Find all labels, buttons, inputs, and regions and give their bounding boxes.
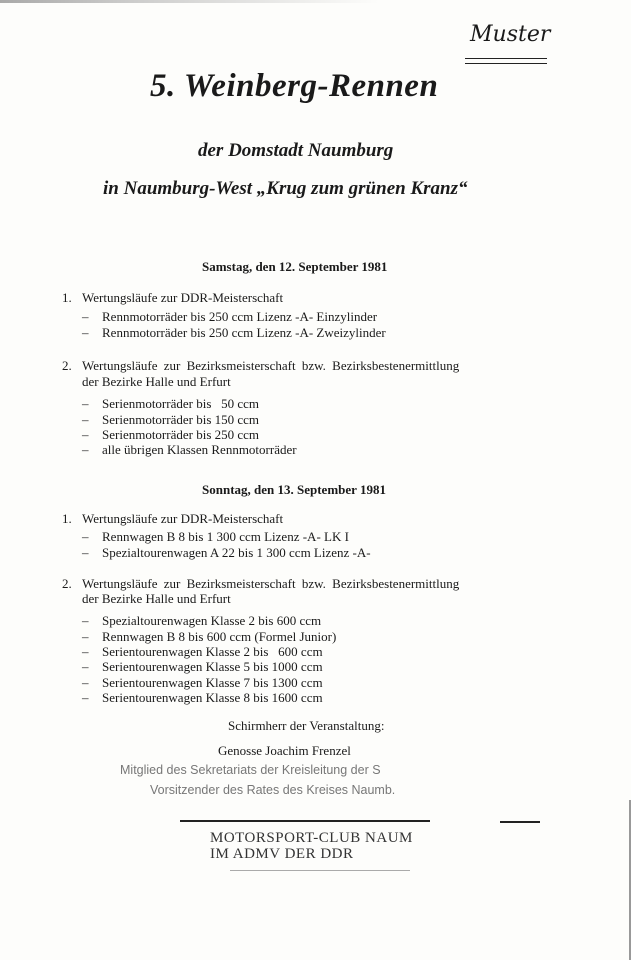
patron-role: Mitglied des Sekretariats der Kreisleitung der S bbox=[120, 763, 381, 777]
section-title-continued: der Bezirke Halle und Erfurt bbox=[82, 591, 231, 606]
list-dash: – bbox=[82, 545, 89, 560]
list-dash: – bbox=[82, 629, 89, 644]
patron-name: Genosse Joachim Frenzel bbox=[218, 743, 351, 758]
subtitle-location: in Naumburg-West „Krug zum grünen Kranz“ bbox=[103, 178, 468, 199]
section-title-continued: der Bezirke Halle und Erfurt bbox=[82, 374, 231, 389]
section-title: Wertungsläufe zur Bezirksmeisterschaft bzw. Bezirksbestenermittlung bbox=[82, 576, 460, 591]
list-item: Rennwagen B 8 bis 1 300 ccm Lizenz -A- LK I bbox=[102, 529, 349, 544]
list-dash: – bbox=[82, 675, 89, 690]
list-item: Serienmotorräder bis 250 ccm bbox=[102, 427, 260, 442]
document-title: 5. Weinberg-Rennen bbox=[150, 68, 439, 104]
divider bbox=[230, 870, 410, 871]
list-item: Rennwagen B 8 bis 600 ccm (Formel Junior) bbox=[102, 629, 337, 644]
list-dash: – bbox=[82, 412, 89, 427]
patron-role: Vorsitzender des Rates des Kreises Naumb. bbox=[150, 783, 396, 797]
list-item: Spezialtourenwagen A 22 bis 1 300 ccm Lizenz -A- bbox=[102, 545, 371, 560]
list-dash: – bbox=[82, 529, 89, 544]
section-number: 2. bbox=[62, 358, 72, 373]
list-dash: – bbox=[82, 613, 89, 628]
scan-edge bbox=[0, 0, 631, 3]
section-number: 1. bbox=[62, 511, 72, 526]
list-dash: – bbox=[82, 442, 89, 457]
day-heading: Sonntag, den 13. September 1981 bbox=[202, 482, 386, 497]
section-number: 1. bbox=[62, 290, 72, 305]
section-title: Wertungsläufe zur DDR-Meisterschaft bbox=[82, 290, 284, 305]
list-item: alle übrigen Klassen Rennmotorräder bbox=[102, 442, 297, 457]
patron-heading: Schirmherr der Veranstaltung: bbox=[228, 718, 385, 733]
list-dash: – bbox=[82, 325, 89, 340]
list-item: Rennmotorräder bis 250 ccm Lizenz -A- Zweizylinder bbox=[102, 325, 386, 340]
annotation-underline bbox=[465, 58, 547, 59]
list-dash: – bbox=[82, 659, 89, 674]
divider bbox=[180, 820, 430, 822]
club-stamp: IM ADMV DER DDR bbox=[210, 846, 354, 862]
list-item: Serientourenwagen Klasse 7 bis 1300 ccm bbox=[102, 675, 323, 690]
list-item: Spezialtourenwagen Klasse 2 bis 600 ccm bbox=[102, 613, 322, 628]
list-dash: – bbox=[82, 396, 89, 411]
divider bbox=[500, 821, 540, 823]
club-stamp: MOTORSPORT-CLUB NAUM bbox=[210, 830, 413, 846]
list-item: Serientourenwagen Klasse 8 bis 1600 ccm bbox=[102, 690, 323, 705]
list-dash: – bbox=[82, 427, 89, 442]
list-item: Serientourenwagen Klasse 5 bis 1000 ccm bbox=[102, 659, 323, 674]
handwritten-annotation: Muster bbox=[470, 22, 551, 47]
list-item: Serienmotorräder bis 50 ccm bbox=[102, 396, 260, 411]
section-title: Wertungsläufe zur Bezirksmeisterschaft bzw. Bezirksbestenermittlung bbox=[82, 358, 460, 373]
list-item: Rennmotorräder bis 250 ccm Lizenz -A- Einzylinder bbox=[102, 309, 378, 324]
section-title: Wertungsläufe zur DDR-Meisterschaft bbox=[82, 511, 284, 526]
annotation-underline bbox=[465, 63, 547, 64]
section-number: 2. bbox=[62, 576, 72, 591]
list-item: Serientourenwagen Klasse 2 bis 600 ccm bbox=[102, 644, 323, 659]
subtitle: der Domstadt Naumburg bbox=[198, 140, 394, 161]
list-dash: – bbox=[82, 644, 89, 659]
list-dash: – bbox=[82, 309, 89, 324]
list-item: Serienmotorräder bis 150 ccm bbox=[102, 412, 260, 427]
day-heading: Samstag, den 12. September 1981 bbox=[202, 259, 388, 274]
list-dash: – bbox=[82, 690, 89, 705]
